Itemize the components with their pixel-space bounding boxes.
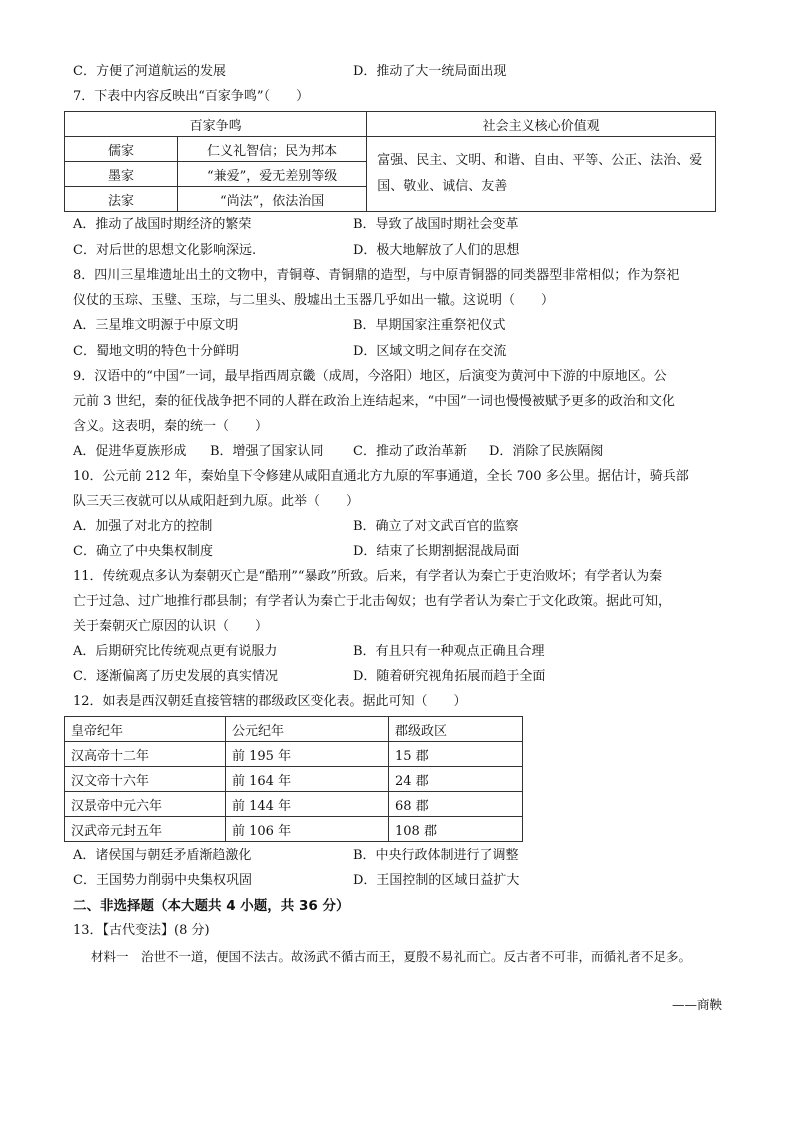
- q7-core-values: 富强、民主、文明、和谐、自由、平等、公正、法治、爱国、敬业、诚信、友善: [367, 137, 716, 212]
- q12-stem: 12．如表是西汉朝廷直接管辖的郡级政区变化表。据此可知（ ）: [73, 694, 467, 709]
- q7-option-c: C．对后世的思想文化影响深远.: [73, 243, 257, 258]
- q12-option-c: C．王国势力削弱中央集权巩固: [73, 873, 252, 888]
- q12-cell: 前 144 年: [226, 792, 389, 817]
- q9-line-3: 含义。这表明，秦的统一（ ）: [73, 419, 269, 434]
- q7-school-1: 墨家: [65, 162, 178, 187]
- q12-cell: 前 164 年: [226, 767, 389, 792]
- q12-cell: 汉景帝中元六年: [65, 792, 226, 817]
- q7-header-left: 百家争鸣: [65, 112, 367, 137]
- q8-option-c: C．蜀地文明的特色十分鲜明: [73, 344, 239, 359]
- q12-cell: 前 106 年: [226, 817, 389, 842]
- q12-cell: 汉文帝十六年: [65, 767, 226, 792]
- q7-option-a: A．推动了战国时期经济的繁荣: [73, 217, 252, 232]
- q8-line-2: 仪仗的玉琮、玉璧、玉琮，与二里头、殷墟出土玉器几乎如出一辙。这说明（ ）: [73, 293, 555, 308]
- q9-line-1: 9．汉语中的“中国”一词，最早指西周京畿（成周，今洛阳）地区，后演变为黄河中下游的中原地区。公: [73, 369, 667, 384]
- table-row: [65, 817, 523, 842]
- q12-option-d: D．王国控制的区域日益扩大: [353, 873, 520, 888]
- q11-option-d: D．随着研究视角拓展而趋于全面: [353, 669, 546, 684]
- q12-cell: 前 195 年: [226, 742, 389, 767]
- q12-table: [64, 716, 523, 842]
- table-row: [65, 792, 523, 817]
- q8-option-b: B．早期国家注重祭祀仪式: [353, 318, 506, 333]
- q7-header-right: 社会主义核心价值观: [367, 112, 716, 137]
- q11-line-1: 11．传统观点多认为秦朝灭亡是“酷刑”“暴政”所致。后来，有学者认为秦亡于吏治败坏；有学者认为秦: [73, 569, 663, 584]
- q7-school-0: 儒家: [65, 137, 178, 162]
- q9-option-d: D．消除了民族隔阂: [489, 444, 604, 459]
- q9-option-c: C．推动了政治革新: [353, 444, 467, 459]
- q8-option-d: D．区域文明之间存在交流: [353, 344, 507, 359]
- q12-cell: 68 郡: [389, 792, 523, 817]
- q8-line-1: 8．四川三星堆遗址出土的文物中，青铜尊、青铜鼎的造型，与中原青铜器的同类器型非常相似；作为祭祀: [73, 268, 680, 283]
- q12-cell: 24 郡: [389, 767, 523, 792]
- q12-header-2: 郡级政区: [389, 717, 523, 742]
- q9-option-b: B．增强了国家认同: [210, 444, 324, 459]
- q11-option-a: A．后期研究比传统观点更有说服力: [73, 644, 278, 659]
- table-row: [65, 742, 523, 767]
- q10-option-b: B．确立了对文武百官的监察: [353, 519, 519, 534]
- table-row: [65, 767, 523, 792]
- q7-school-2: 法家: [65, 187, 178, 212]
- q9-option-a: A．促进华夏族形成: [73, 444, 187, 459]
- q13-stem: 13．【古代变法】(8 分): [73, 923, 210, 938]
- q7-idea-1: “兼爱”，爱无差别等级: [178, 162, 367, 187]
- q11-option-c: C．逐渐偏离了历史发展的真实情况: [73, 669, 278, 684]
- q11-option-b: B．有且只有一种观点正确且合理: [353, 644, 545, 659]
- q12-cell: 15 郡: [389, 742, 523, 767]
- q6-option-d: D．推动了大一统局面出现: [353, 64, 507, 79]
- q7-idea-0: 仁义礼智信；民为邦本: [178, 137, 367, 162]
- q7-idea-2: “尚法”，依法治国: [178, 187, 367, 212]
- q10-option-d: D．结束了长期割据混战局面: [353, 544, 520, 559]
- q11-line-3: 关于秦朝灭亡原因的认识（ ）: [73, 619, 269, 634]
- q8-option-a: A．三星堆文明源于中原文明: [73, 318, 239, 333]
- q12-header-1: 公元纪年: [226, 717, 389, 742]
- q12-header-0: 皇帝纪年: [65, 717, 226, 742]
- q10-option-c: C．确立了中央集权制度: [73, 544, 213, 559]
- q7-table: [64, 111, 716, 212]
- q12-option-b: B．中央行政体制进行了调整: [353, 848, 519, 863]
- q10-line-1: 10．公元前 212 年，秦始皇下令修建从咸阳直通北方九原的军事通道，全长 700 多公里。据估计，骑兵部: [73, 469, 689, 484]
- q9-line-2: 元前 3 世纪，秦的征伐战争把不同的人群在政治上连结起来，“中国”一词也慢慢被赋予更多的政治和文化: [73, 394, 675, 409]
- q12-cell: 汉高帝十二年: [65, 742, 226, 767]
- q12-cell: 汉武帝元封五年: [65, 817, 226, 842]
- q12-cell: 108 郡: [389, 817, 523, 842]
- q7-option-d: D．极大地解放了人们的思想: [353, 243, 520, 258]
- q13-author: ——商鞅: [671, 997, 722, 1012]
- q10-line-2: 队三天三夜就可以从咸阳赶到九原。此举（ ）: [73, 494, 360, 509]
- q11-line-2: 亡于过急、过广地推行郡县制；有学者认为秦亡于北击匈奴；也有学者认为秦亡于文化政策。据此可知，: [73, 594, 672, 609]
- section-heading: 二、非选择题（本大题共 4 小题，共 36 分）: [73, 898, 350, 914]
- q7-option-b: B．导致了战国时期社会变革: [353, 217, 519, 232]
- q10-option-a: A．加强了对北方的控制: [73, 519, 213, 534]
- q6-option-c: C．方便了河道航运的发展: [73, 64, 226, 79]
- q13-material: 材料一 治世不一道，便国不法古。故汤武不循古而王，夏殷不易礼而亡。反古者不可非，而循礼者不足多。: [91, 949, 692, 964]
- q12-option-a: A．诸侯国与朝廷矛盾渐趋激化: [73, 848, 252, 863]
- q7-stem: 7．下表中内容反映出“百家争鸣”（ ）: [73, 89, 310, 104]
